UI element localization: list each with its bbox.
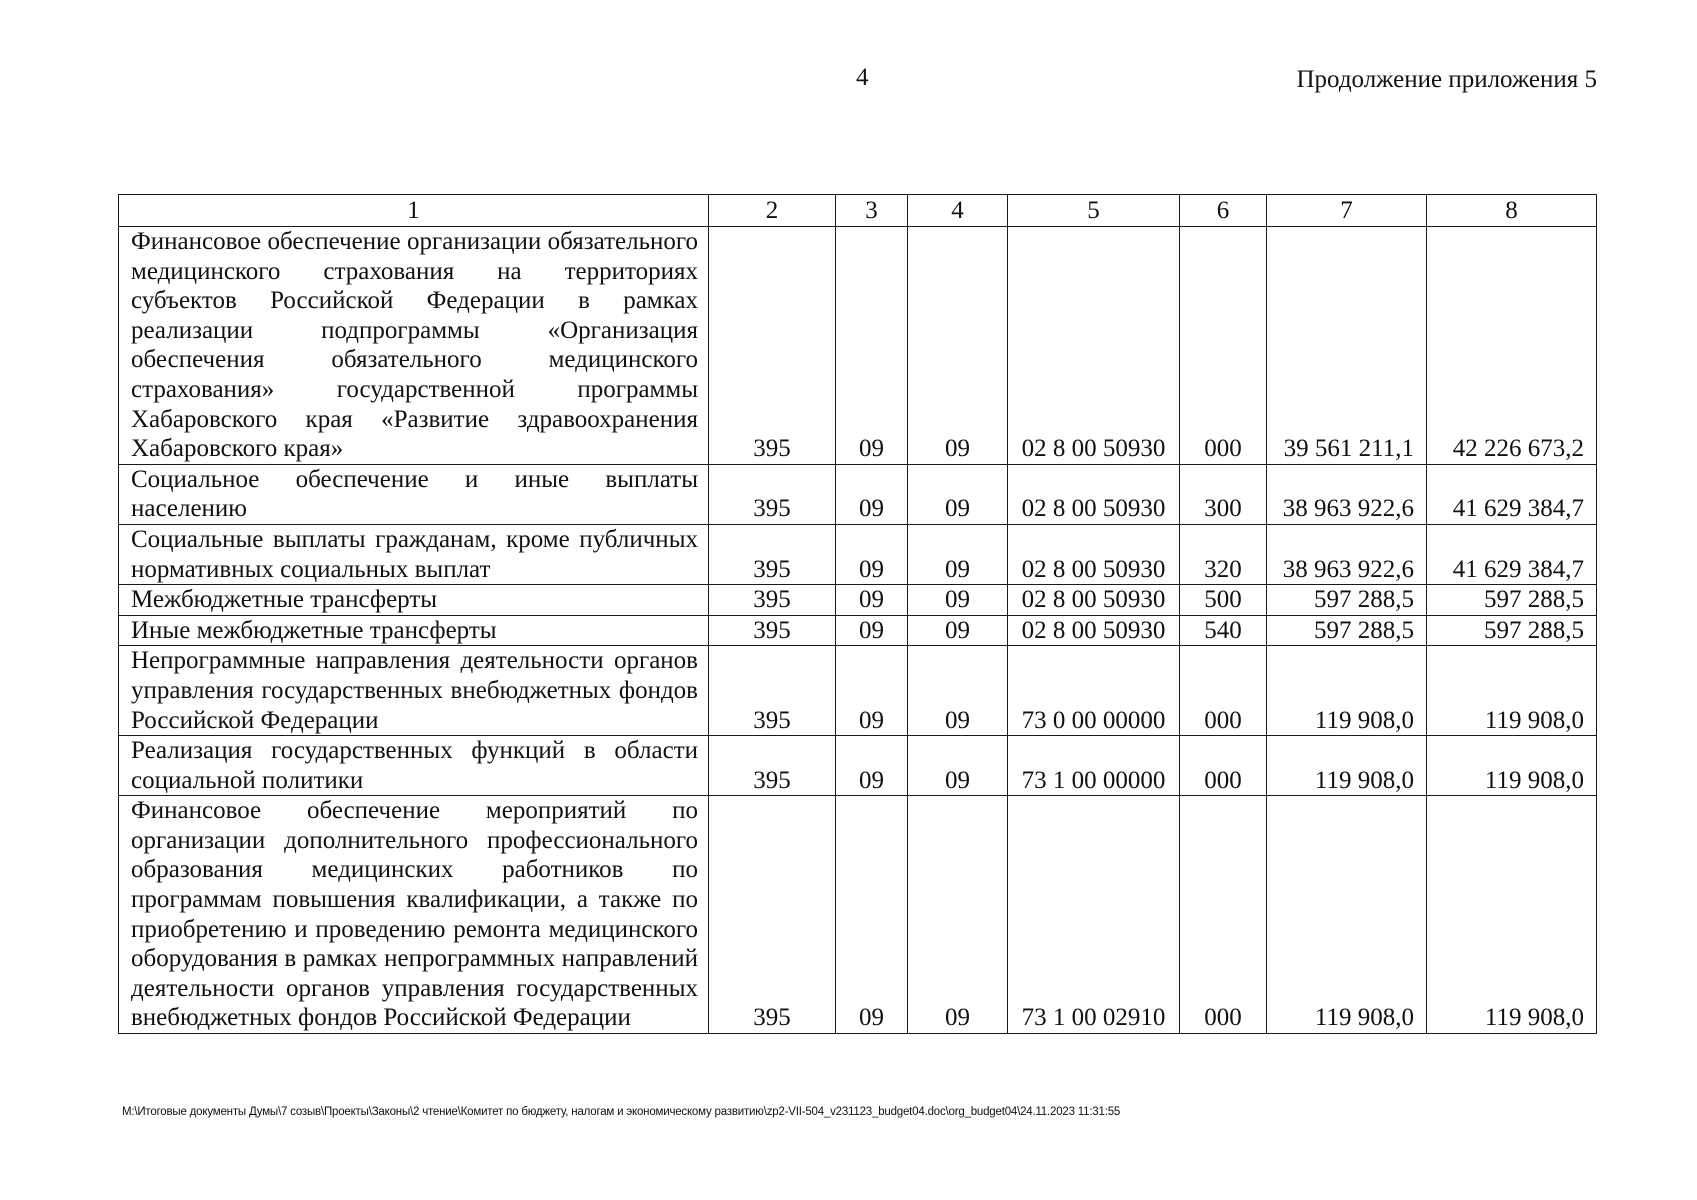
page-number: 4 [856, 64, 869, 91]
row-code-ministry: 395 [709, 736, 836, 796]
table-header [119, 195, 1597, 227]
row-code-section: 09 [836, 736, 908, 796]
row-code-target: 02 8 00 50930 [1008, 464, 1180, 524]
row-code-section: 09 [836, 796, 908, 1034]
row-code-expense-type: 300 [1180, 464, 1267, 524]
row-code-expense-type: 000 [1180, 227, 1267, 465]
row-amount-col8: 119 908,0 [1427, 646, 1597, 736]
row-amount-col8: 597 288,5 [1427, 585, 1597, 616]
table-row [119, 646, 1597, 736]
row-code-section: 09 [836, 646, 908, 736]
row-description: Финансовое обеспечение мероприятий по организации дополнительного профессионального образования медицинских работников по программам повышения квалификации, а также по приобретению и проведению ремонта медицинского оборудования в рамках непрограммных направлений деятельности органов управления государственных внебюджетных фондов Российской Федерации [119, 796, 709, 1034]
row-description: Финансовое обеспечение организации обязательного медицинского страхования на территориях субъектов Российской Федерации в рамках реализации подпрограммы «Организация обеспечения обязательного медицинского страхования» государственной программы Хабаровского края «Развитие здравоохранения Хабаровского края» [119, 227, 709, 465]
row-code-ministry: 395 [709, 646, 836, 736]
row-description: Иные межбюджетные трансферты [119, 615, 709, 646]
table-row [119, 524, 1597, 584]
row-code-subsection: 09 [908, 464, 1008, 524]
row-code-section: 09 [836, 585, 908, 616]
row-description: Межбюджетные трансферты [119, 585, 709, 616]
row-code-subsection: 09 [908, 796, 1008, 1034]
row-code-expense-type: 000 [1180, 796, 1267, 1034]
document-file-path: M:\Итоговые документы Думы\7 созыв\Проекты\Законы\2 чтение\Комитет по бюджету, налогам и экономическому развитию\zp2-VII-504_v231123_budget04.doc\org_budget04\24.11.2023 11:31:55 [122, 1106, 1121, 1118]
row-code-subsection: 09 [908, 227, 1008, 465]
row-code-ministry: 395 [709, 524, 836, 584]
row-code-expense-type: 000 [1180, 736, 1267, 796]
row-code-subsection: 09 [908, 736, 1008, 796]
row-code-ministry: 395 [709, 227, 836, 465]
row-code-section: 09 [836, 524, 908, 584]
column-header-7: 7 [1267, 195, 1427, 227]
row-description: Социальное обеспечение и иные выплаты населению [119, 464, 709, 524]
row-amount-col7: 597 288,5 [1267, 585, 1427, 616]
table-header-row [119, 195, 1597, 227]
row-amount-col7: 119 908,0 [1267, 646, 1427, 736]
row-amount-col7: 597 288,5 [1267, 615, 1427, 646]
budget-table [118, 194, 1597, 1034]
row-amount-col8: 42 226 673,2 [1427, 227, 1597, 465]
row-description: Непрограммные направления деятельности органов управления государственных внебюджетных фондов Российской Федерации [119, 646, 709, 736]
row-amount-col8: 119 908,0 [1427, 796, 1597, 1034]
row-code-target: 73 1 00 02910 [1008, 796, 1180, 1034]
row-code-expense-type: 540 [1180, 615, 1267, 646]
row-amount-col8: 597 288,5 [1427, 615, 1597, 646]
row-amount-col8: 119 908,0 [1427, 736, 1597, 796]
column-header-1: 1 [119, 195, 709, 227]
table-row [119, 585, 1597, 616]
row-description: Социальные выплаты гражданам, кроме публичных нормативных социальных выплат [119, 524, 709, 584]
row-code-expense-type: 000 [1180, 646, 1267, 736]
column-header-5: 5 [1008, 195, 1180, 227]
table-row [119, 227, 1597, 465]
row-code-ministry: 395 [709, 585, 836, 616]
row-code-section: 09 [836, 615, 908, 646]
column-header-8: 8 [1427, 195, 1597, 227]
row-code-subsection: 09 [908, 585, 1008, 616]
table-body [119, 227, 1597, 1034]
row-code-target: 02 8 00 50930 [1008, 585, 1180, 616]
row-amount-col7: 38 963 922,6 [1267, 524, 1427, 584]
row-code-subsection: 09 [908, 524, 1008, 584]
row-amount-col7: 38 963 922,6 [1267, 464, 1427, 524]
row-code-target: 02 8 00 50930 [1008, 615, 1180, 646]
row-code-ministry: 395 [709, 464, 836, 524]
row-code-section: 09 [836, 464, 908, 524]
row-code-expense-type: 320 [1180, 524, 1267, 584]
row-code-target: 02 8 00 50930 [1008, 227, 1180, 465]
row-code-target: 73 0 00 00000 [1008, 646, 1180, 736]
table-row [119, 464, 1597, 524]
column-header-2: 2 [709, 195, 836, 227]
table-row [119, 615, 1597, 646]
table-row [119, 736, 1597, 796]
column-header-4: 4 [908, 195, 1008, 227]
column-header-3: 3 [836, 195, 908, 227]
row-amount-col7: 119 908,0 [1267, 736, 1427, 796]
row-code-target: 02 8 00 50930 [1008, 524, 1180, 584]
row-code-subsection: 09 [908, 615, 1008, 646]
row-amount-col7: 39 561 211,1 [1267, 227, 1427, 465]
row-code-ministry: 395 [709, 615, 836, 646]
row-code-target: 73 1 00 00000 [1008, 736, 1180, 796]
row-amount-col8: 41 629 384,7 [1427, 464, 1597, 524]
row-code-ministry: 395 [709, 796, 836, 1034]
column-header-6: 6 [1180, 195, 1267, 227]
row-code-section: 09 [836, 227, 908, 465]
row-amount-col7: 119 908,0 [1267, 796, 1427, 1034]
row-description: Реализация государственных функций в области социальной политики [119, 736, 709, 796]
row-amount-col8: 41 629 384,7 [1427, 524, 1597, 584]
row-code-expense-type: 500 [1180, 585, 1267, 616]
appendix-continuation-label: Продолжение приложения 5 [1296, 66, 1597, 93]
table-row [119, 796, 1597, 1034]
row-code-subsection: 09 [908, 646, 1008, 736]
